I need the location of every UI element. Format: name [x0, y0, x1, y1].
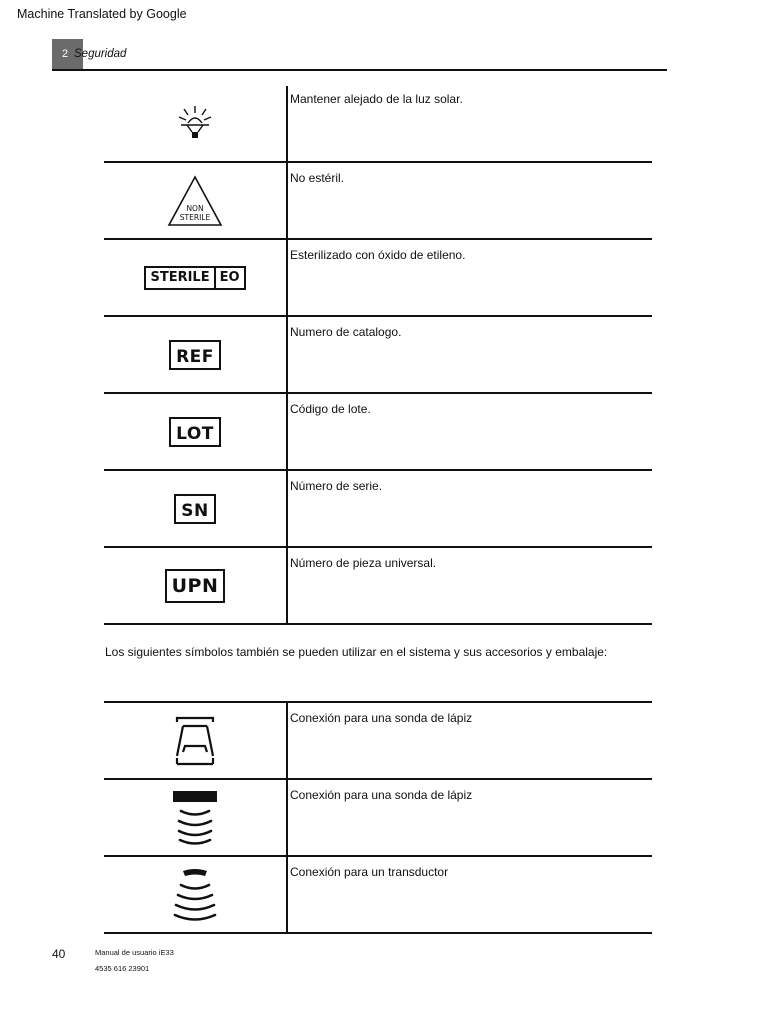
- symbol-description: No estéril.: [290, 171, 345, 185]
- table-row: [104, 163, 652, 240]
- column-divider: [286, 163, 288, 238]
- table-row: [104, 471, 652, 548]
- symbol-cell: [104, 471, 286, 546]
- machine-translation-banner: Machine Translated by Google: [17, 7, 187, 21]
- symbol-description: Número de serie.: [290, 479, 383, 493]
- section-number: 2: [62, 48, 69, 60]
- symbol-description: Conexión para una sonda de lápiz: [290, 788, 473, 802]
- symbol-cell: [104, 86, 286, 161]
- table-row: [104, 86, 652, 163]
- ref-icon: REF: [169, 340, 221, 370]
- footer-document-code: 4535 616 23901: [95, 964, 150, 973]
- table-row: [104, 240, 652, 317]
- upn-icon: UPN: [165, 569, 226, 603]
- symbol-cell: [104, 163, 286, 238]
- sunlight-icon: [175, 104, 215, 144]
- column-divider: [286, 394, 288, 469]
- symbol-description: Conexión para una sonda de lápiz: [290, 711, 473, 725]
- pencil-probe-connector-icon: [173, 716, 217, 766]
- symbol-description: Conexión para un transductor: [290, 865, 449, 879]
- footer-manual-title: Manual de usuario iE33: [95, 948, 174, 957]
- non-sterile-icon: [167, 175, 223, 227]
- symbol-cell: [104, 240, 286, 315]
- symbols-table: [104, 86, 652, 625]
- symbol-cell: [104, 317, 286, 392]
- column-divider: [286, 86, 288, 161]
- column-divider: [286, 548, 288, 623]
- sn-icon: SN: [174, 494, 215, 524]
- column-divider: [286, 471, 288, 546]
- transducer-connector-icon: [171, 867, 219, 923]
- symbol-cell: [104, 394, 286, 469]
- symbol-cell: [104, 548, 286, 623]
- eo-label: EO: [214, 268, 244, 288]
- symbol-cell: [104, 780, 286, 855]
- connector-symbols-table: [104, 701, 652, 934]
- intro-text: Los siguientes símbolos también se pueden utilizar en el sistema y sus accesorios y embalaje:: [105, 645, 608, 659]
- table-row: [104, 703, 652, 780]
- symbol-cell: [104, 703, 286, 778]
- symbol-description: Esterilizado con óxido de etileno.: [290, 248, 466, 262]
- table-row: [104, 857, 652, 934]
- table-row: [104, 317, 652, 394]
- lot-icon: LOT: [169, 417, 221, 447]
- table-row: [104, 780, 652, 857]
- column-divider: [286, 317, 288, 392]
- section-title: Seguridad: [74, 48, 127, 60]
- page-number: 40: [52, 947, 66, 961]
- symbol-description: Número de pieza universal.: [290, 556, 437, 570]
- table-row: [104, 394, 652, 471]
- symbol-description: Código de lote.: [290, 402, 371, 416]
- symbol-cell: [104, 857, 286, 932]
- header-rule: [52, 69, 667, 71]
- column-divider: [286, 240, 288, 315]
- sterile-eo-icon: [144, 266, 245, 290]
- column-divider: [286, 857, 288, 932]
- symbol-description: Mantener alejado de la luz solar.: [290, 92, 463, 106]
- column-divider: [286, 780, 288, 855]
- column-divider: [286, 703, 288, 778]
- sterile-label: STERILE: [150, 269, 210, 285]
- pencil-probe-waves-icon: [171, 789, 219, 847]
- table-row: [104, 548, 652, 625]
- non-sterile-text-1: NON: [186, 203, 204, 213]
- non-sterile-text-2: STERILE: [179, 212, 211, 222]
- symbol-description: Numero de catalogo.: [290, 325, 402, 339]
